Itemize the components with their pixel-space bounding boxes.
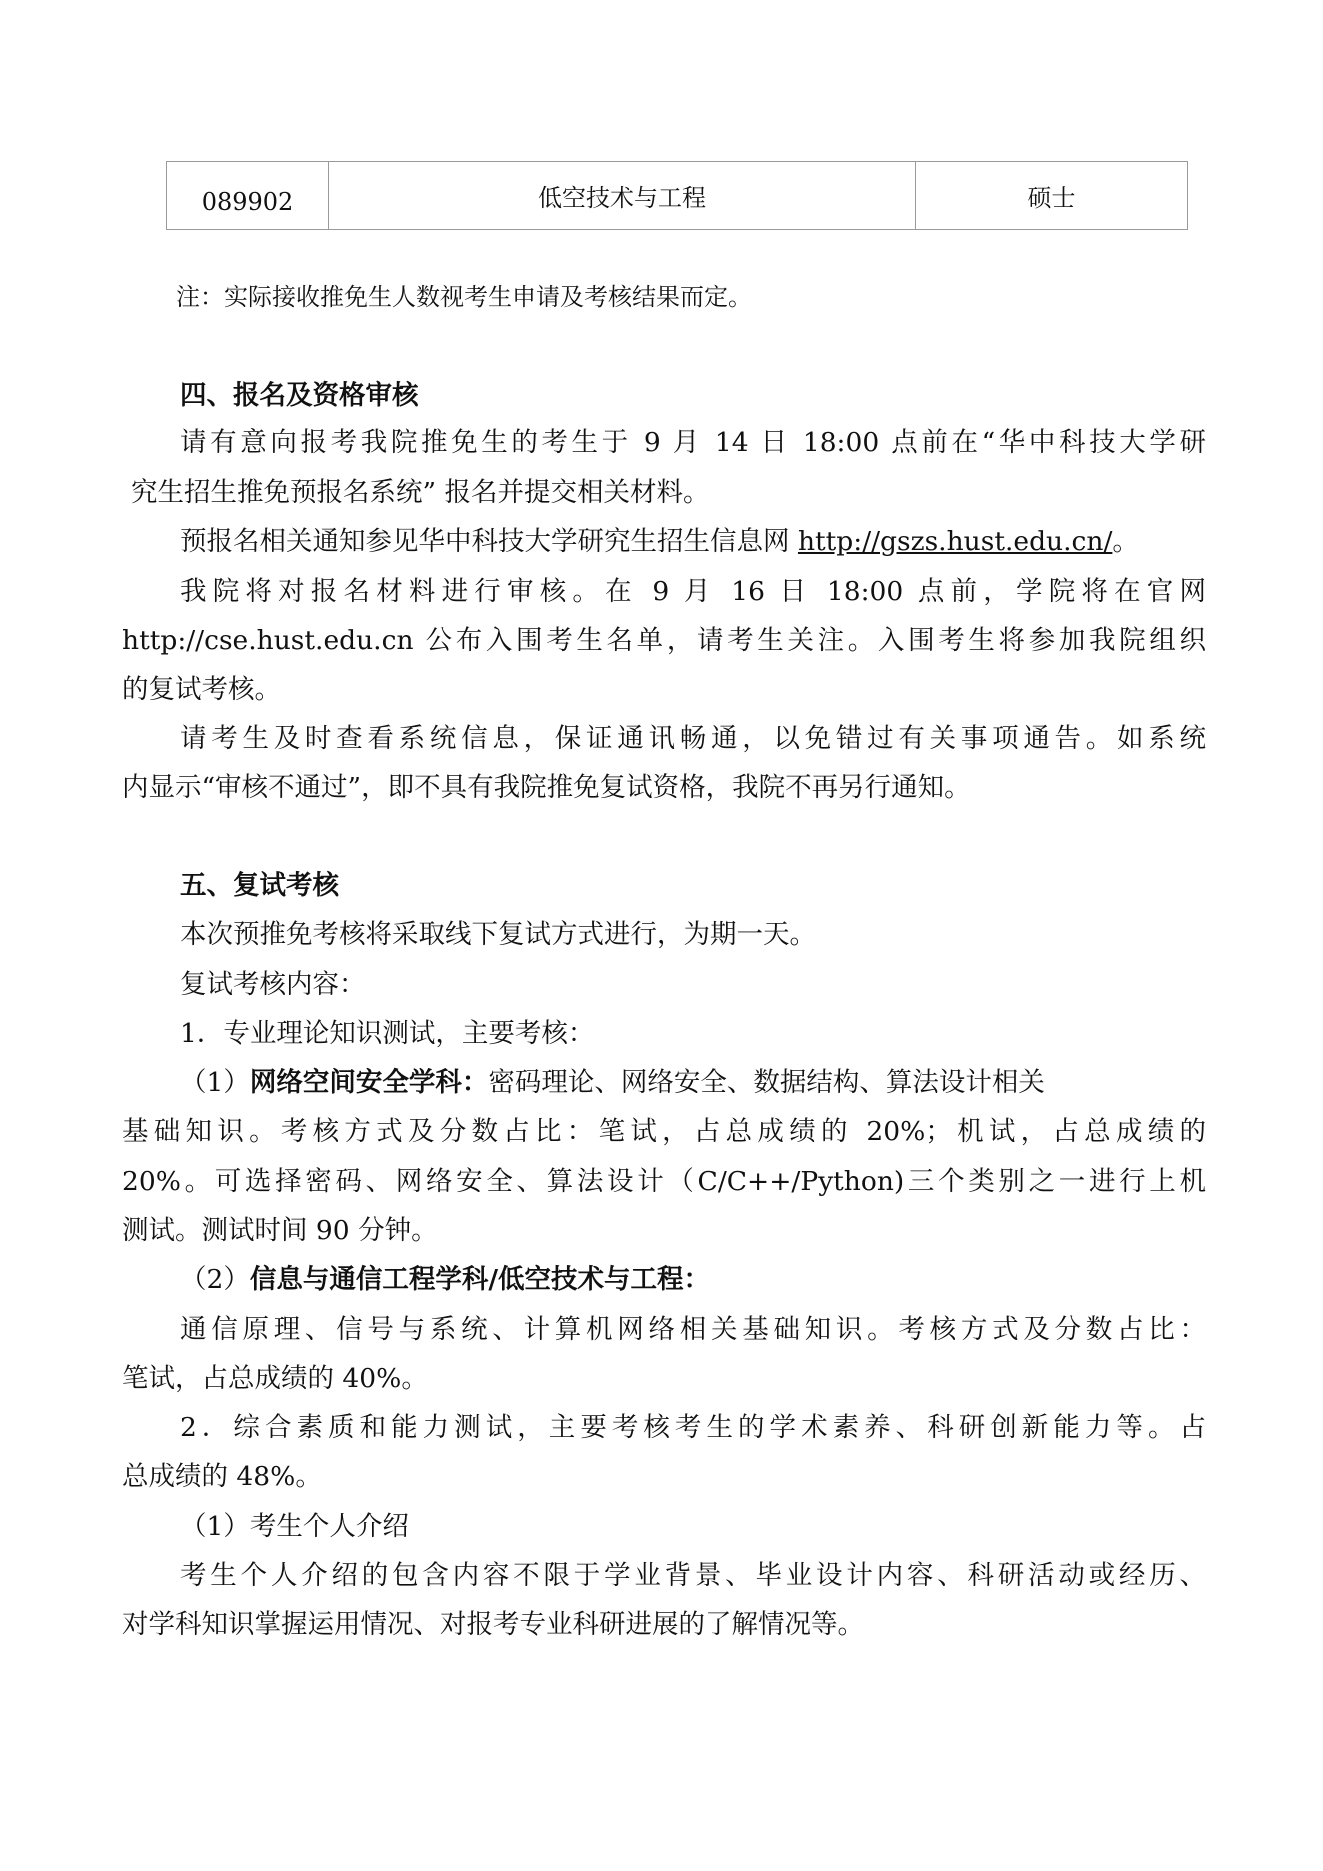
section4-p1-line2: 究生招生推免预报名系统” 报名并提交相关材料。 [131,477,710,508]
section5-intro: 本次预推免考核将采取线下复试方式进行，为期一天。 [180,919,816,950]
section4-p2 [180,522,1139,562]
section4-p3-line1: 我院将对报名材料进行审核。在 9 月 16 日 18:00 点前，学院将在官网 [180,576,1206,607]
table-row [167,162,1188,230]
section5-heading: 五、复试考核 [180,870,339,901]
section5-content-label: 复试考核内容： [180,969,366,1000]
section5-item2-line1: 2．综合素质和能力测试，主要考核考生的学术素养、科研创新能力等。占 [180,1412,1206,1443]
p2-end: 。 [1112,526,1139,557]
p2-text: 预报名相关通知参见华中科技大学研究生招生信息网 [180,526,798,557]
sub1-rest: 密码理论、网络安全、数据结构、算法设计相关 [488,1067,1045,1098]
major-table [166,161,1188,230]
degree-cell: 硕士 [916,162,1188,230]
table-note: 注：实际接收推免生人数视考生申请及考核结果而定。 [176,283,752,311]
section4-heading: 四、报名及资格审核 [180,380,419,411]
gszs-link[interactable]: http://gszs.hust.edu.cn/ [797,526,1113,557]
major-code-cell: 089902 [167,162,329,230]
section5-sub1-line4: 测试。测试时间 90 分钟。 [122,1215,438,1246]
sub1-subject: 网络空间安全学科： [249,1067,489,1098]
section5-sub3-line2: 对学科知识掌握运用情况、对报考专业科研进展的了解情况等。 [122,1609,864,1640]
section5-sub3-line1: 考生个人介绍的包含内容不限于学业背景、毕业设计内容、科研活动或经历、 [180,1560,1206,1591]
section4-p1-line1: 请有意向报考我院推免生的考生于 9 月 14 日 18:00 点前在“华中科技大学研 [180,427,1206,458]
section4-p4-line1: 请考生及时查看系统信息，保证通讯畅通，以免错过有关事项通告。如系统 [180,723,1206,754]
sub2-prefix: （2） [180,1264,250,1295]
section5-sub3-title: （1）考生个人介绍 [180,1511,409,1542]
major-name-cell: 低空技术与工程 [329,162,916,230]
section5-item2-line2: 总成绩的 48%。 [122,1461,322,1492]
section5-sub2-line2: 笔试，占总成绩的 40%。 [122,1363,428,1394]
section5-sub1-line1 [180,1063,1045,1103]
section5-sub1-line3: 20%。可选择密码、网络安全、算法设计（C/C++/Python)三个类别之一进行上机 [122,1166,1206,1197]
section5-sub2-line1: 通信原理、信号与系统、计算机网络相关基础知识。考核方式及分数占比： [180,1314,1206,1345]
sub2-subject: 信息与通信工程学科/低空技术与工程： [249,1264,711,1295]
section4-p3-line3: 的复试考核。 [122,674,281,705]
section4-p3-line2: http://cse.hust.edu.cn 公布入围考生名单，请考生关注。入围考生将参加我院组织 [122,625,1206,656]
section5-sub2-title [180,1260,710,1300]
sub1-prefix: （1） [180,1067,250,1098]
section5-sub1-line2: 基础知识。考核方式及分数占比：笔试，占总成绩的 20%；机试，占总成绩的 [122,1116,1206,1147]
section5-item1: 1．专业理论知识测试，主要考核： [180,1018,595,1049]
section4-p4-line2: 内显示“审核不通过”，即不具有我院推免复试资格，我院不再另行通知。 [122,772,971,803]
